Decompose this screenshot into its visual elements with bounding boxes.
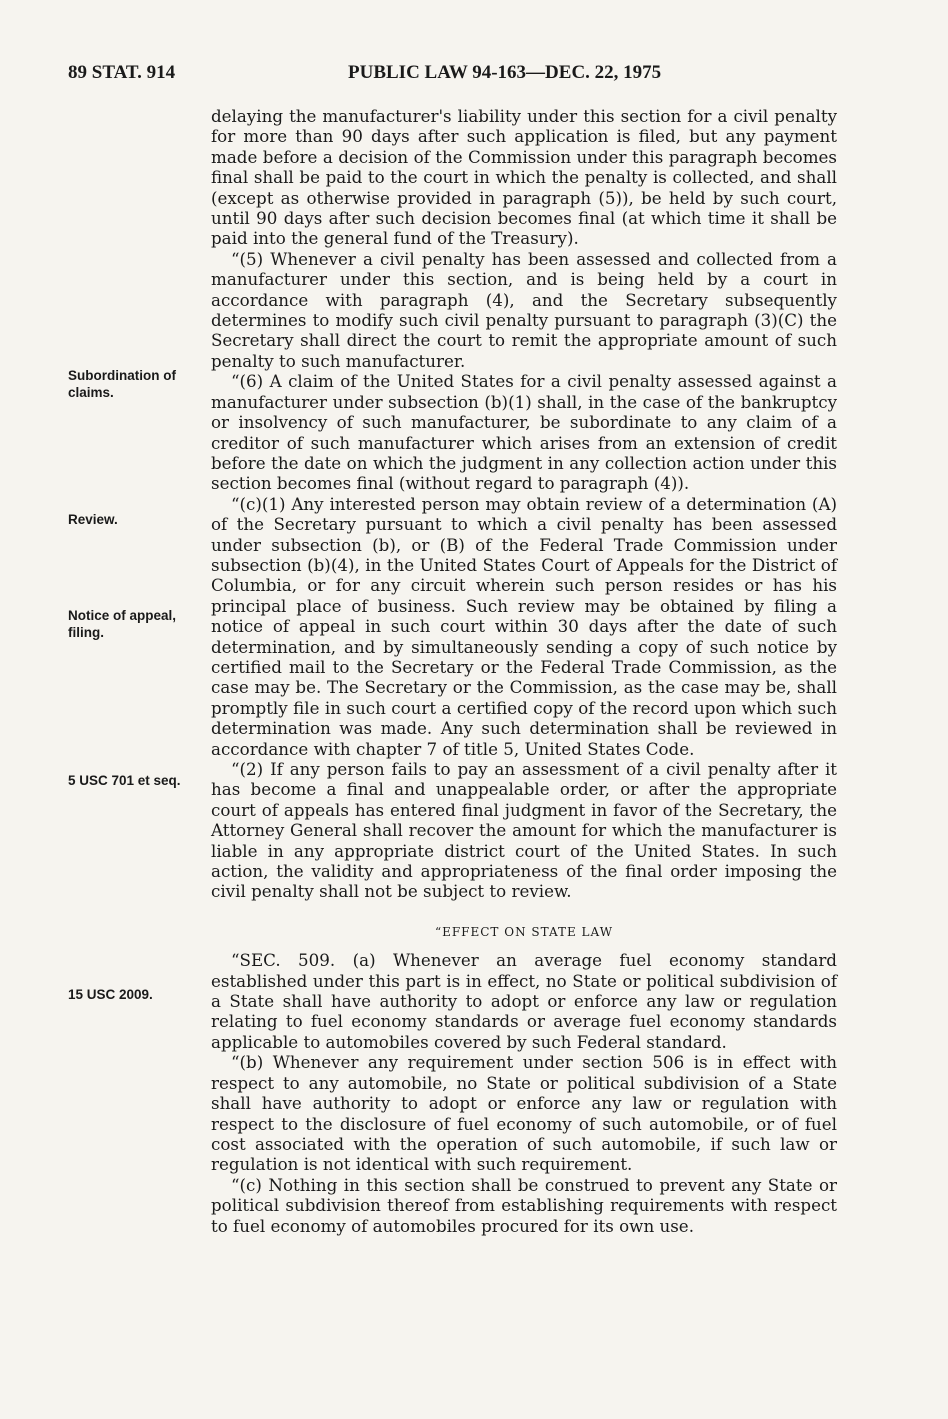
- margin-note-usc-2009: 15 USC 2009.: [68, 987, 153, 1002]
- section-509-b: “(b) Whenever any requirement under section 506 is in effect with respect to any automobile, no State or political subdivision of a State shall have authority to adopt or enforce any law or regulation with respect to the disclosure of fuel economy of such automobile, or of fuel cost associated with the operation of such automobile, if such law or regulation is not identical with such requirement.: [211, 1052, 837, 1175]
- section-509-a: “SEC. 509. (a) Whenever an average fuel economy standard established under this part is in effect, no State or political subdivision of a State shall have authority to adopt or enforce any law or regulation relating to fuel economy standards or average fuel economy standards applicable to automobiles covered by such Federal standard.: [211, 950, 837, 1052]
- paragraph-5: “(5) Whenever a civil penalty has been assessed and collected from a manufacturer under this section, and is being held by a court in accordance with paragraph (4), and the Secretary subsequently determines to modify such civil penalty pursuant to paragraph (3)(C) the Secretary shall direct the court to remit the appropriate amount of such penalty to such manufacturer.: [211, 248, 837, 371]
- section-509-c: “(c) Nothing in this section shall be construed to prevent any State or political subdivision thereof from establishing requirements with respect to fuel economy of automobiles procured for its own use.: [211, 1174, 837, 1236]
- paragraph-4-continued: delaying the manufacturer's liability under this section for a civil penalty for more than 90 days after such application is filed, but any payment made before a decision of the Commission under this paragraph becomes final shall be paid to the court in which the penalty is collected, and shall (except as otherwise provided in paragraph (5)), be held by such court, until 90 days after such decision becomes final (at which time it shall be paid into the general fund of the Treasury).: [211, 106, 837, 249]
- page-header: [0, 62, 948, 90]
- margin-note-usc-701: 5 USC 701 et seq.: [68, 773, 181, 788]
- margin-note-review: Review.: [68, 512, 118, 527]
- margin-note-subordination: Subordination of claims.: [68, 368, 176, 400]
- body-text: [211, 106, 837, 1236]
- public-law-title: PUBLIC LAW 94-163—DEC. 22, 1975: [348, 62, 662, 83]
- paragraph-6: “(6) A claim of the United States for a civil penalty assessed against a manufacturer under subsection (b)(1) shall, in the case of the bankruptcy or insolvency of such manufacturer, be subordinate to any claim of a creditor of such manufacturer which arises from an extension of credit before the date on which the judgment in any collection action under this section becomes final (without regard to paragraph (4)).: [211, 371, 837, 494]
- section-heading: “EFFECT ON STATE LAW: [434, 924, 614, 939]
- paragraph-c1: “(c)(1) Any interested person may obtain review of a determination (A) of the Secretary pursuant to which a civil penalty has been assessed under subsection (b), or (B) of the Federal Trade Commission under subsection (b)(4), in the United States Court of Appeals for the District of Columbia, or for any circuit wherein such person resides or has his principal place of business. Such review may be obtained by filing a notice of appeal in such court within 30 days after the date of such determination, and by simultaneously sending a copy of such notice by certified mail to the Secretary or the Federal Trade Commission, as the case may be. The Secretary or the Commission, as the case may be, shall promptly file in such court a certified copy of the record upon which such determination was made. Any such determination shall be reviewed in accordance with chapter 7 of title 5, United States Code.: [211, 493, 837, 759]
- statute-page-number: 89 STAT. 914: [68, 62, 176, 83]
- margin-note-notice-of-appeal: Notice of appeal, filing.: [68, 608, 177, 640]
- paragraph-c2: “(2) If any person fails to pay an assessment of a civil penalty after it has become a final and unappealable order, or after the appropriate court of appeals has entered final judgment in favor of the Secretary, the Attorney General shall recover the amount for which the manufacturer is liable in any appropriate district court of the United States. In such action, the validity and appropriateness of the final order imposing the civil penalty shall not be subject to review.: [211, 759, 837, 902]
